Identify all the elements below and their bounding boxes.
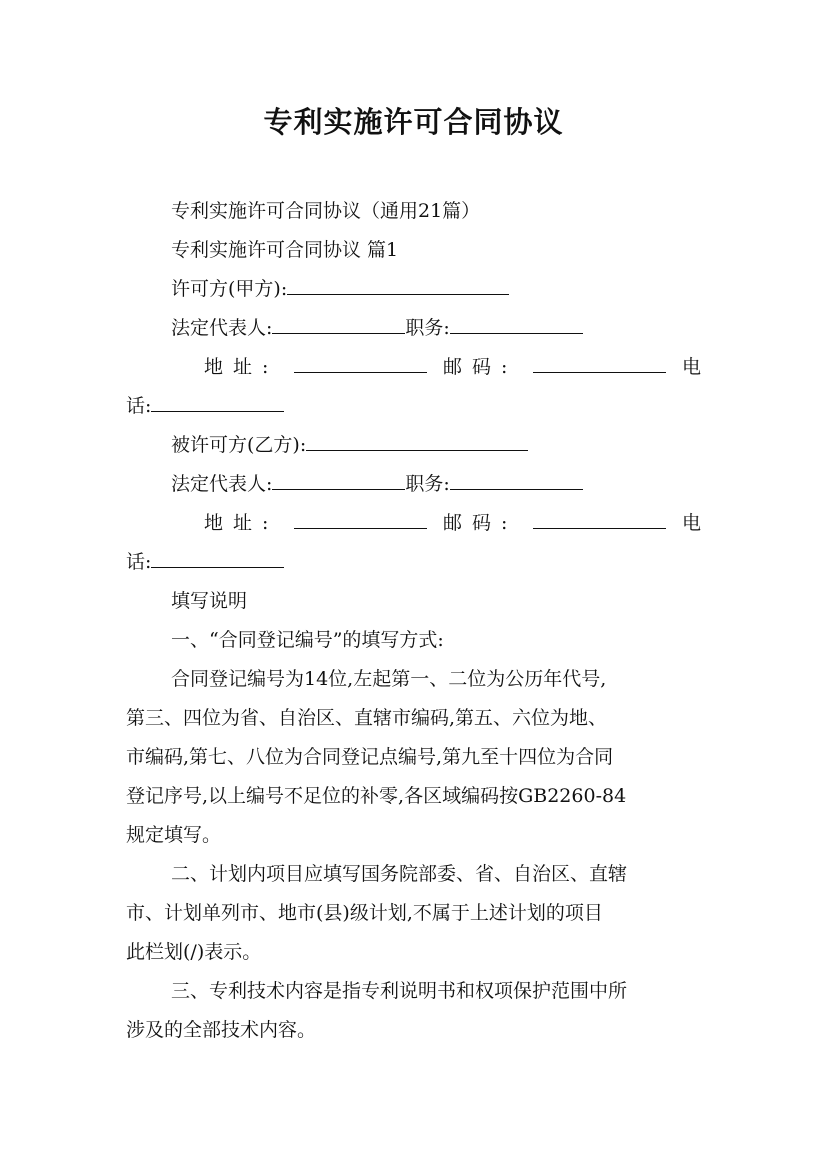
licensee-label: 被许可方(乙方): — [171, 434, 307, 456]
phone-label-end: 话: — [126, 395, 152, 417]
para1-line4: 登记序号,以上编号不足位的补零,各区域编码按GB2260-84 — [126, 785, 627, 807]
address-blank[interactable] — [294, 354, 427, 373]
postcode-blank[interactable] — [533, 354, 666, 373]
instructions-heading: 填写说明 — [171, 590, 248, 612]
legal-rep-blank[interactable] — [272, 471, 405, 490]
para2-line3: 此栏划(/)表示。 — [126, 941, 262, 963]
address-row-1 — [204, 352, 701, 382]
para3-line2: 涉及的全部技术内容。 — [126, 1019, 317, 1041]
para1-line2: 第三、四位为省、自治区、直辖市编码,第五、六位为地、 — [126, 707, 608, 729]
document-title: 专利实施许可合同协议 — [263, 105, 564, 139]
licensor-label: 许可方(甲方): — [171, 278, 288, 300]
licensor-row — [171, 274, 509, 304]
position-blank[interactable] — [450, 471, 583, 490]
address-label: 地址: — [204, 512, 279, 534]
postcode-blank[interactable] — [533, 510, 666, 529]
address-row-2 — [204, 508, 701, 538]
part-heading: 专利实施许可合同协议 篇1 — [171, 239, 399, 261]
legal-rep-label: 法定代表人: — [171, 473, 273, 495]
postcode-label: 邮码: — [442, 356, 518, 378]
phone-blank[interactable] — [151, 549, 284, 568]
phone-row-1 — [126, 391, 284, 421]
address-label: 地址: — [204, 356, 279, 378]
phone-label-start: 电 — [681, 512, 701, 534]
legal-rep-blank[interactable] — [272, 315, 405, 334]
para1-line3: 市编码,第七、八位为合同登记点编号,第九至十四位为合同 — [126, 746, 614, 768]
item1-heading: 一、“合同登记编号”的填写方式: — [171, 629, 444, 651]
phone-blank[interactable] — [151, 393, 284, 412]
phone-row-2 — [126, 547, 284, 577]
position-label: 职务: — [405, 473, 450, 495]
position-blank[interactable] — [450, 315, 583, 334]
phone-label-start: 电 — [681, 356, 701, 378]
para1-line1: 合同登记编号为14位,左起第一、二位为公历年代号, — [171, 668, 607, 690]
licensee-blank[interactable] — [306, 432, 528, 451]
licensee-row — [171, 430, 528, 460]
legal-rep-row-2 — [171, 469, 583, 499]
legal-rep-row-1 — [171, 313, 583, 343]
subtitle: 专利实施许可合同协议（通用21篇） — [171, 200, 481, 222]
para1-line5: 规定填写。 — [126, 824, 222, 846]
position-label: 职务: — [405, 317, 450, 339]
postcode-label: 邮码: — [442, 512, 518, 534]
para2-line2: 市、计划单列市、地市(县)级计划,不属于上述计划的项目 — [126, 902, 603, 924]
para2-line1: 二、计划内项目应填写国务院部委、省、自治区、直辖 — [171, 863, 628, 885]
legal-rep-label: 法定代表人: — [171, 317, 273, 339]
phone-label-end: 话: — [126, 551, 152, 573]
address-blank[interactable] — [294, 510, 427, 529]
para3-line1: 三、专利技术内容是指专利说明书和权项保护范围中所 — [171, 980, 628, 1002]
licensor-blank[interactable] — [287, 276, 509, 295]
